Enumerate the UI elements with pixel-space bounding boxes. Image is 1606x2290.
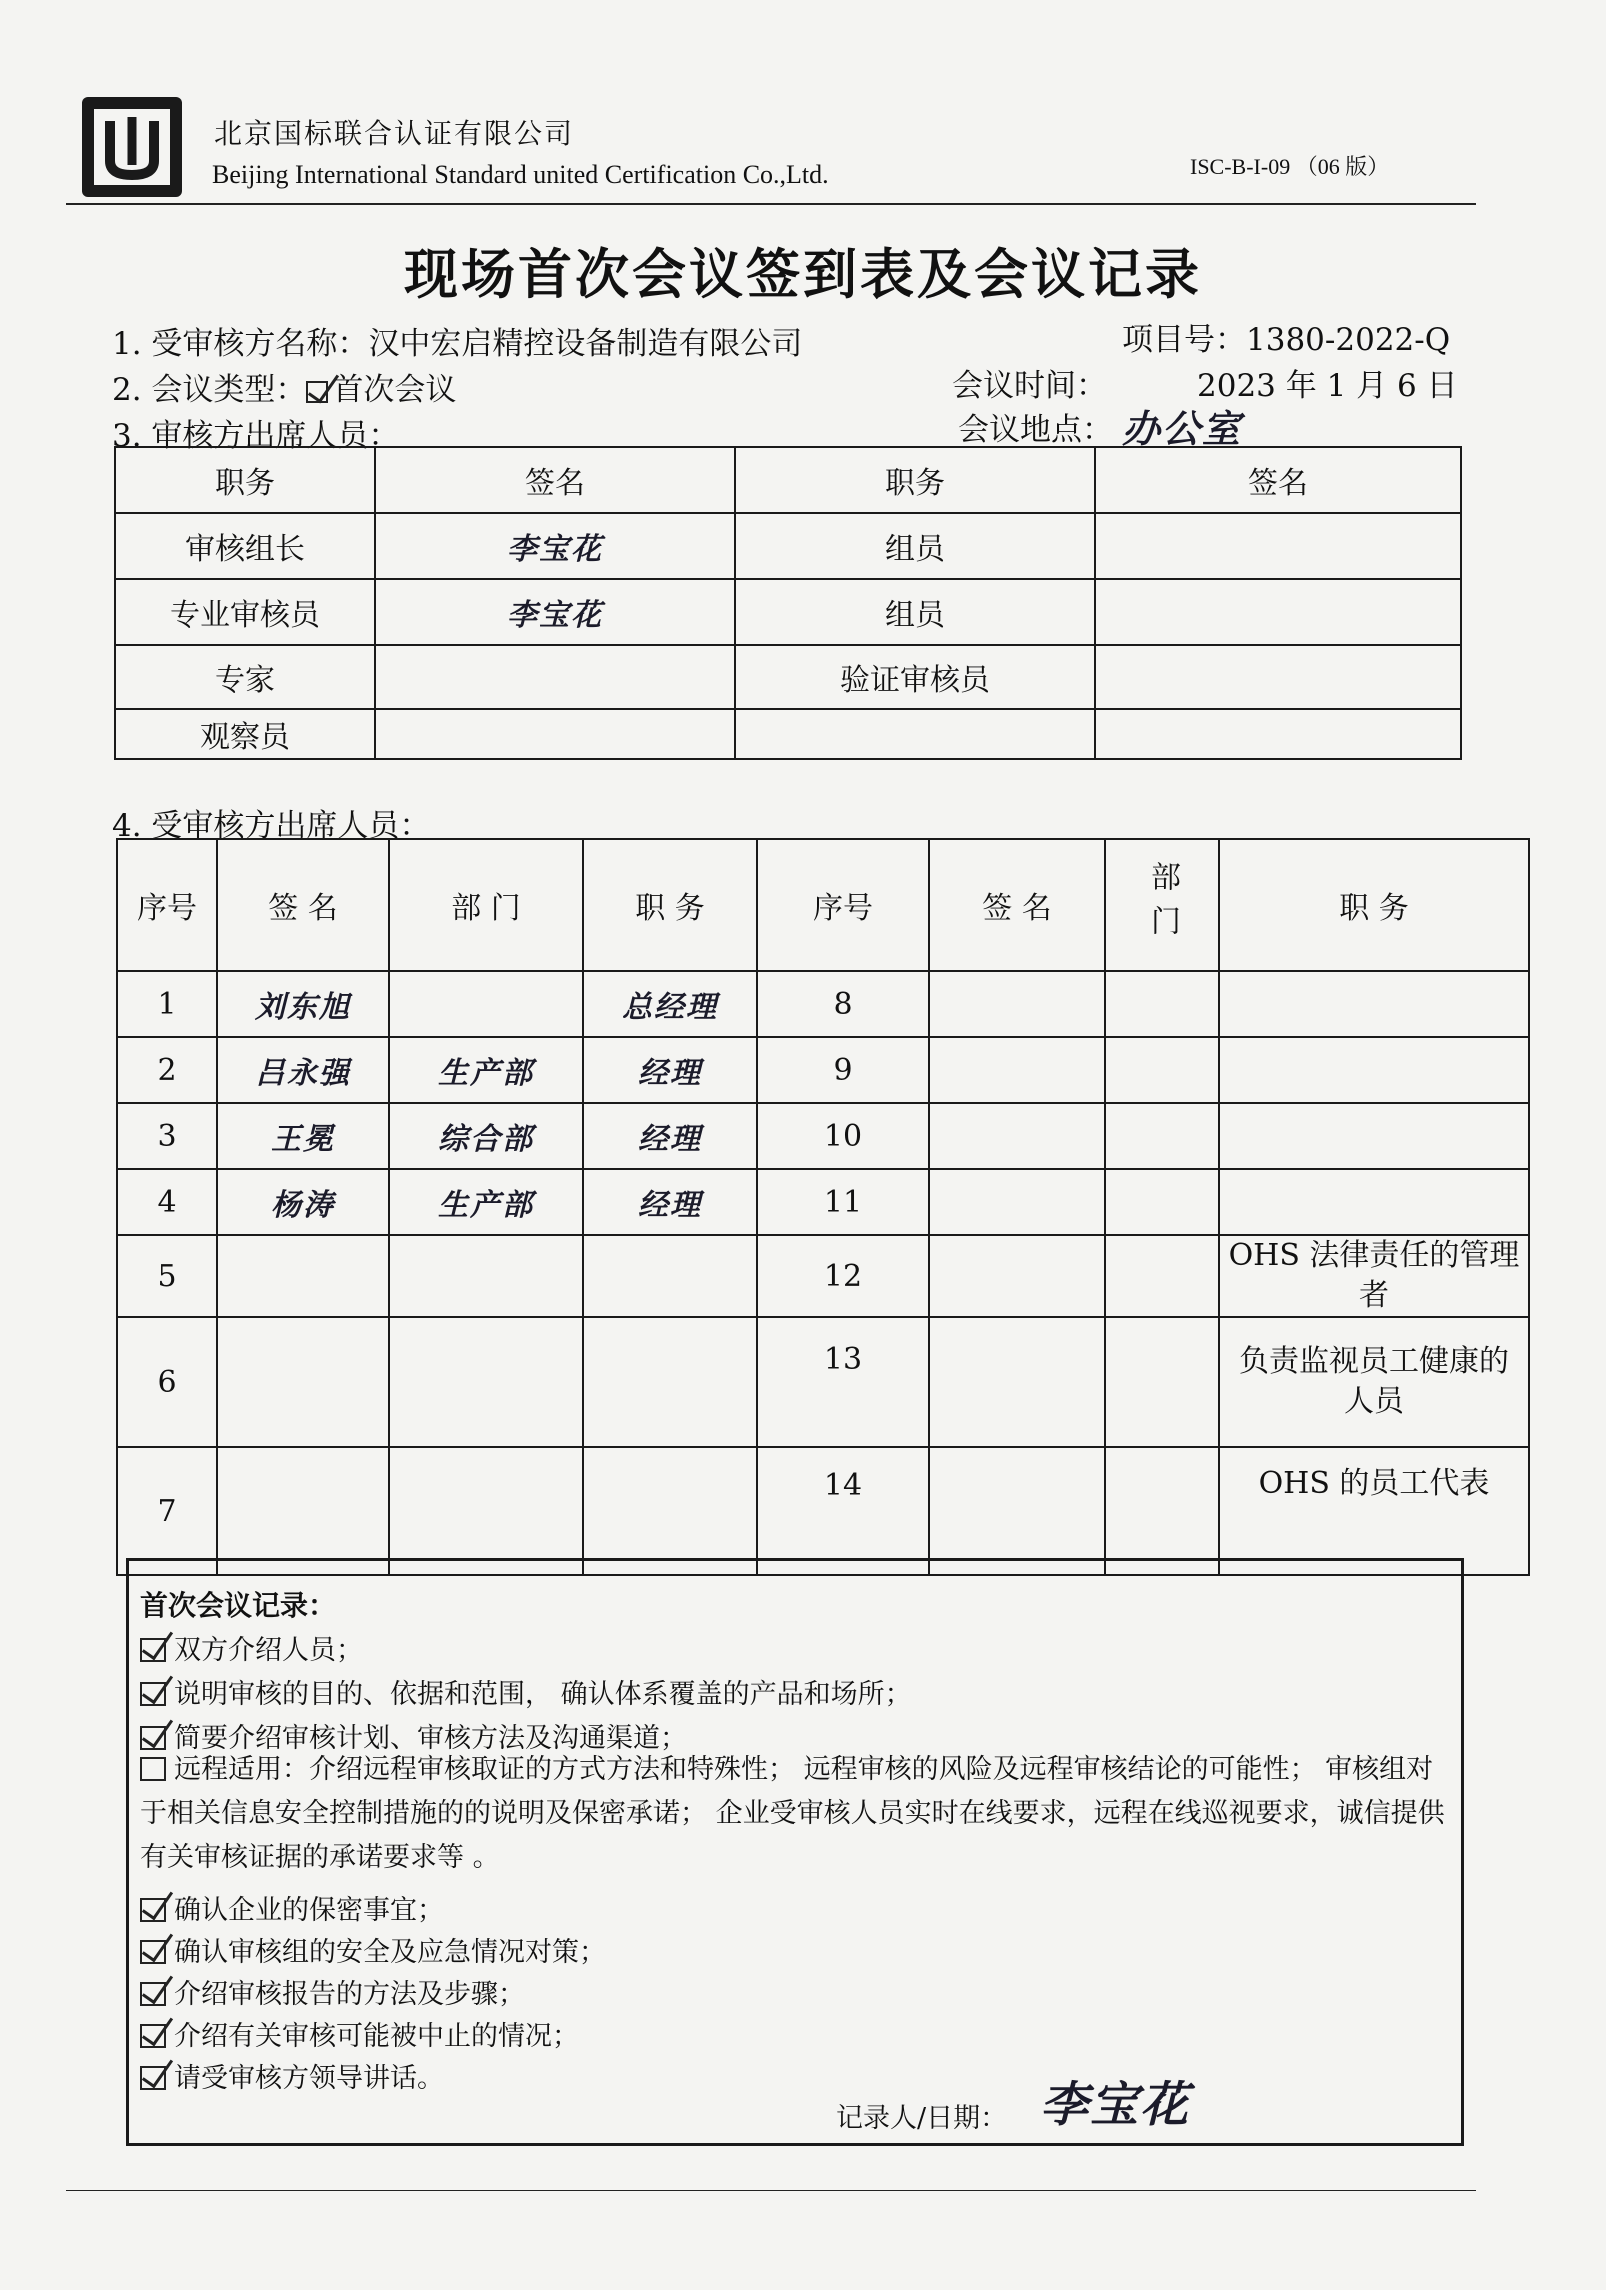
checkbox-checked-icon: [140, 2066, 166, 2090]
signature-cell: [929, 1103, 1105, 1169]
position-cell: OHS 的员工代表: [1219, 1447, 1529, 1575]
header-cell: 签名: [1095, 447, 1461, 513]
company-name-en: Beijing International Standard united Certification Co.,Ltd.: [212, 160, 829, 189]
checkbox-checked-icon: [140, 1898, 166, 1922]
header-divider: [66, 203, 1476, 205]
remote-audit-text: 远程适用：介绍远程审核取证的方式方法和特殊性； 远程审核的风险及远程审核结论的可能性； 审核组对于相关信息安全控制措施的的说明及保密承诺； 企业受审核人员实时在线要求，远程在线巡视要求，诚信提供有关审核证据的承诺要求等 。: [140, 1754, 1445, 1873]
remote-audit-item: [140, 1748, 1450, 1880]
number-cell: 14: [757, 1447, 929, 1575]
header-cell: 职 务: [1219, 839, 1529, 971]
position-cell: 总经理: [583, 971, 757, 1037]
signature-cell: [1095, 645, 1461, 709]
signature-cell: [375, 645, 735, 709]
record-item-text: 介绍审核报告的方法及步骤；: [174, 1979, 525, 2010]
position-cell: [1219, 971, 1529, 1037]
meeting-type-line: [112, 364, 456, 409]
record-item-text: 请受审核方领导讲话。: [174, 2063, 444, 2094]
table-row: [115, 645, 1461, 709]
header-cell: 签名: [375, 447, 735, 513]
record-item: [140, 1888, 444, 1927]
auditee-name-line: [112, 318, 802, 363]
department-cell: [1105, 1317, 1219, 1447]
signature-cell: [217, 1447, 389, 1575]
signature-cell: [375, 709, 735, 759]
auditor-table: [114, 446, 1462, 760]
auditor-table-header: [115, 447, 1461, 513]
department-cell: [1105, 971, 1219, 1037]
header-cell: 职务: [115, 447, 375, 513]
position-cell: 经理: [583, 1169, 757, 1235]
position-cell: [1219, 1037, 1529, 1103]
checkbox-checked-icon: [140, 1982, 166, 2006]
meeting-place-signature: 办公室: [1122, 406, 1243, 451]
signature-cell: 李宝花: [375, 513, 735, 579]
signature-cell: 吕永强: [217, 1037, 389, 1103]
header-cell: 部门: [1105, 839, 1219, 971]
number-cell: 12: [757, 1235, 929, 1317]
position-cell: OHS 法律责任的管理者: [1219, 1235, 1529, 1317]
table-row: [117, 1235, 1529, 1317]
table-row: [117, 1103, 1529, 1169]
department-cell: 生产部: [389, 1169, 583, 1235]
department-cell: [389, 1447, 583, 1575]
signature-cell: [1095, 579, 1461, 645]
record-item: [140, 2056, 444, 2095]
role-cell: 观察员: [115, 709, 375, 759]
number-cell: 5: [117, 1235, 217, 1317]
signature-cell: [929, 1037, 1105, 1103]
role-cell: 专家: [115, 645, 375, 709]
checkbox-checked-icon: [140, 1682, 166, 1706]
auditee-attendees-label: 4. 受审核方出席人员：: [112, 808, 431, 844]
meeting-type-label: 2. 会议类型：: [112, 372, 307, 408]
signature-cell: [217, 1235, 389, 1317]
meeting-type-value: 首次会议: [332, 372, 457, 408]
record-title: 首次会议记录：: [140, 1589, 337, 1622]
number-cell: 11: [757, 1169, 929, 1235]
table-row: [115, 513, 1461, 579]
role-cell: 验证审核员: [735, 645, 1095, 709]
number-cell: 1: [117, 971, 217, 1037]
header-cell: 序号: [117, 839, 217, 971]
signature-cell: 刘东旭: [217, 971, 389, 1037]
page-title: 现场首次会议签到表及会议记录: [404, 242, 1202, 306]
signature-cell: [1095, 709, 1461, 759]
position-cell: 经理: [583, 1037, 757, 1103]
position-cell: [1219, 1103, 1529, 1169]
position-cell: [583, 1235, 757, 1317]
record-item-text: 说明审核的目的、依据和范围， 确认体系覆盖的产品和场所；: [174, 1679, 912, 1710]
number-cell: 6: [117, 1317, 217, 1447]
signature-cell: [929, 1447, 1105, 1575]
auditor-attendees-label: 3. 审核方出席人员：: [112, 418, 400, 454]
auditee-table: [116, 838, 1530, 1576]
header-cell: 职务: [735, 447, 1095, 513]
number-cell: 13: [757, 1317, 929, 1447]
number-cell: 3: [117, 1103, 217, 1169]
checkbox-checked-icon: [140, 1638, 166, 1662]
company-name-cn: 北京国标联合认证有限公司: [214, 117, 575, 150]
department-cell: [1105, 1103, 1219, 1169]
record-item: [140, 1930, 606, 1969]
record-item-text: 确认企业的保密事宜；: [174, 1895, 444, 1926]
role-cell: 专业审核员: [115, 579, 375, 645]
table-row: [117, 1447, 1529, 1575]
position-cell: [583, 1447, 757, 1575]
department-cell: [1105, 1037, 1219, 1103]
department-cell: [389, 1235, 583, 1317]
record-item: [140, 1972, 525, 2011]
table-row: [115, 579, 1461, 645]
recorder-label: 记录人/日期：: [836, 2103, 1008, 2134]
number-cell: 9: [757, 1037, 929, 1103]
position-cell: 经理: [583, 1103, 757, 1169]
checkbox-checked-icon: [140, 2024, 166, 2048]
record-item: [140, 1672, 912, 1711]
number-cell: 8: [757, 971, 929, 1037]
signature-cell: [217, 1317, 389, 1447]
number-cell: 7: [117, 1447, 217, 1575]
project-label: 项目号：: [1122, 322, 1246, 358]
signature-cell: [929, 1235, 1105, 1317]
position-cell: [583, 1317, 757, 1447]
signature-cell: [929, 1317, 1105, 1447]
meeting-type-checkbox: [306, 381, 328, 403]
position-cell: 负责监视员工健康的人员: [1219, 1317, 1529, 1447]
table-row: [117, 1317, 1529, 1447]
checkbox-checked-icon: [140, 1726, 166, 1750]
company-logo-icon: [80, 95, 184, 199]
table-row: [117, 1169, 1529, 1235]
number-cell: 10: [757, 1103, 929, 1169]
role-cell: 组员: [735, 513, 1095, 579]
checkbox-unchecked-icon: [140, 1757, 166, 1781]
position-cell: [1219, 1169, 1529, 1235]
department-cell: 综合部: [389, 1103, 583, 1169]
role-cell: [735, 709, 1095, 759]
department-cell: [1105, 1447, 1219, 1575]
role-cell: 审核组长: [115, 513, 375, 579]
signature-cell: [929, 1169, 1105, 1235]
table-row: [115, 709, 1461, 759]
record-item-text: 双方介绍人员；: [174, 1635, 363, 1666]
header-cell: 签 名: [217, 839, 389, 971]
department-cell: [389, 1317, 583, 1447]
recorder-signature: 李宝花: [1040, 2077, 1191, 2133]
table-row: [117, 1037, 1529, 1103]
signature-cell: 李宝花: [375, 579, 735, 645]
auditee-table-header: [117, 839, 1529, 971]
number-cell: 4: [117, 1169, 217, 1235]
meeting-place-label: 会议地点：: [958, 412, 1113, 448]
project-number-line: [1122, 314, 1450, 359]
meeting-time-label: 会议时间：: [952, 368, 1107, 404]
project-value: 1380-2022-Q: [1246, 322, 1451, 358]
record-item-text: 简要介绍审核计划、审核方法及沟通渠道；: [174, 1723, 687, 1754]
signature-cell: [929, 971, 1105, 1037]
record-item: [140, 2014, 579, 2053]
department-cell: 生产部: [389, 1037, 583, 1103]
auditee-label: 1. 受审核方名称：: [112, 326, 369, 362]
department-cell: [389, 971, 583, 1037]
header-cell: 签 名: [929, 839, 1105, 971]
header-cell: 序号: [757, 839, 929, 971]
record-item: [140, 1628, 363, 1667]
form-number: ISC-B-I-09 （06 版）: [1190, 154, 1390, 179]
footer-divider: [66, 2190, 1476, 2191]
table-row: [117, 971, 1529, 1037]
department-cell: [1105, 1169, 1219, 1235]
header-cell: 部 门: [389, 839, 583, 971]
number-cell: 2: [117, 1037, 217, 1103]
role-cell: 组员: [735, 579, 1095, 645]
signature-cell: [1095, 513, 1461, 579]
auditee-value: 汉中宏启精控设备制造有限公司: [368, 326, 803, 362]
meeting-time-value: 2023 年 1 月 6 日: [1197, 368, 1458, 404]
signature-cell: 王冕: [217, 1103, 389, 1169]
signature-cell: 杨涛: [217, 1169, 389, 1235]
header-cell: 职 务: [583, 839, 757, 971]
record-item-text: 介绍有关审核可能被中止的情况；: [174, 2021, 579, 2052]
record-item-text: 确认审核组的安全及应急情况对策；: [174, 1937, 606, 1968]
department-cell: [1105, 1235, 1219, 1317]
checkbox-checked-icon: [140, 1940, 166, 1964]
